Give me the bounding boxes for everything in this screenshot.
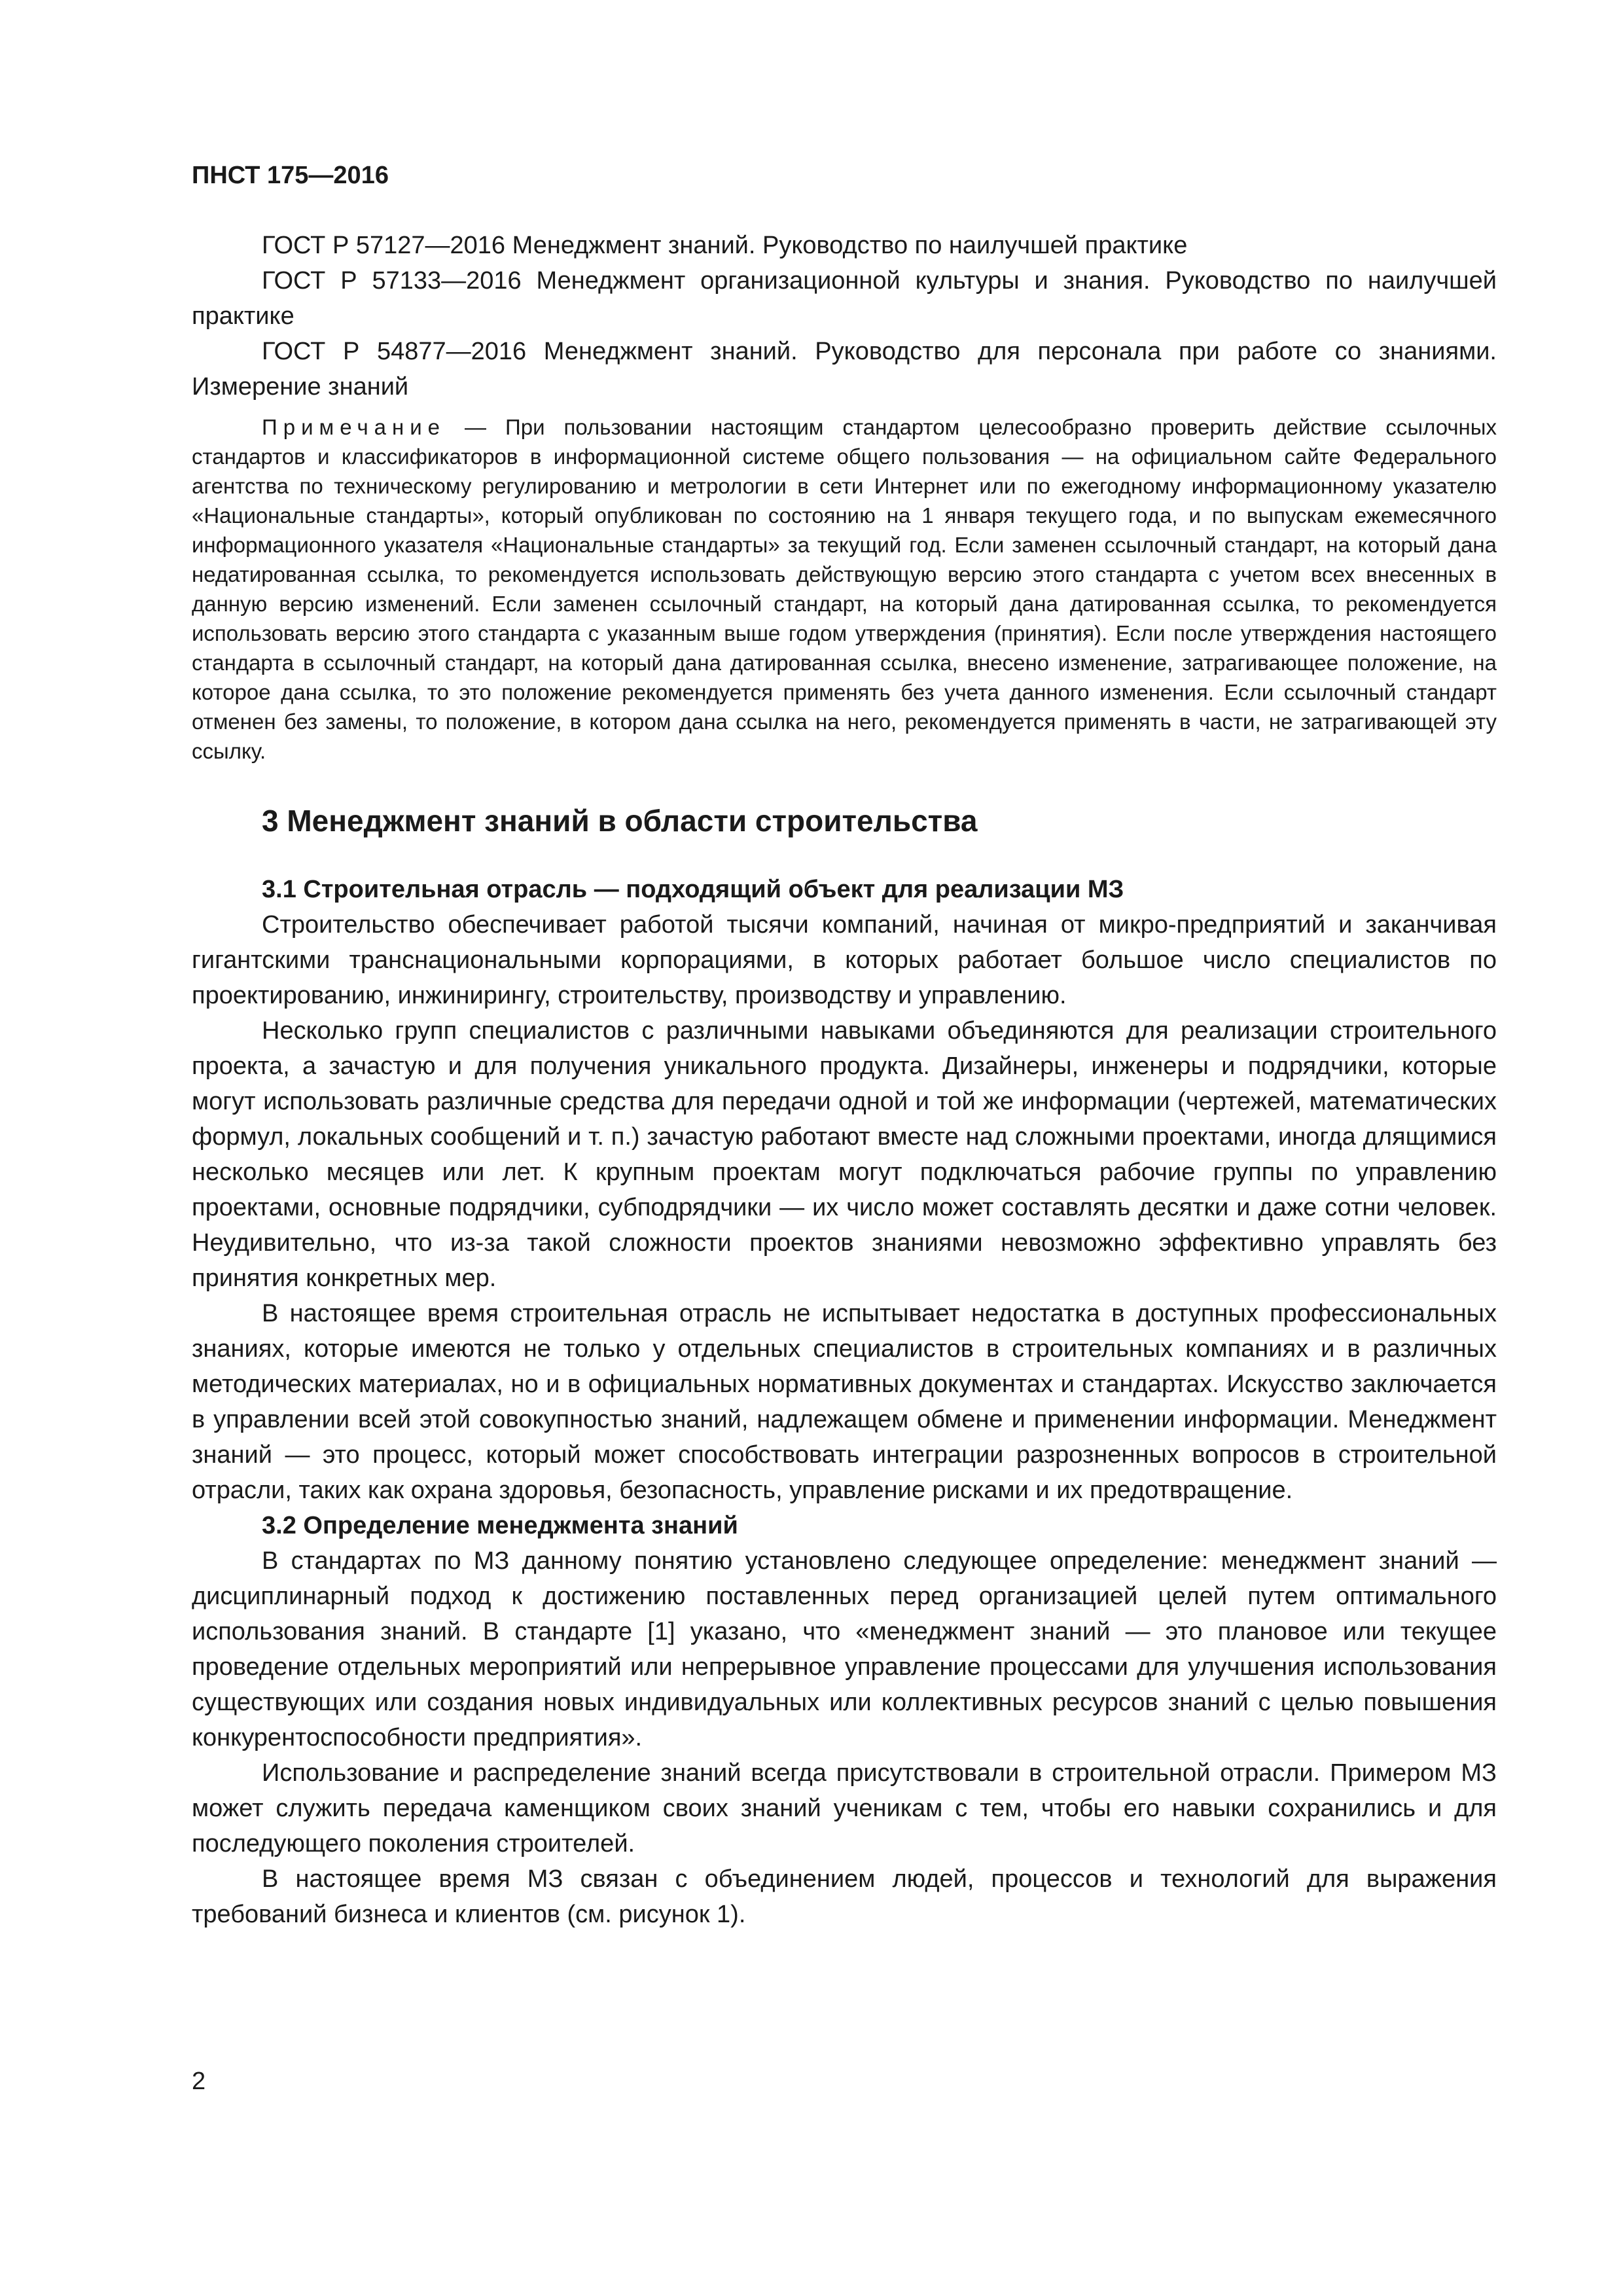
paragraph: Использование и распределение знаний всегда присутствовали в строительной отрасли. Примером МЗ может служить передача каменщиком своих знаний ученикам с тем, чтобы его навыки сохранились и для последующего поколения строителей.: [192, 1759, 1497, 1857]
paragraph: Несколько групп специалистов с различными навыками объединяются для реализации строительного проекта, а зачастую и для получения уникального продукта. Дизайнеры, инженеры и подрядчики, которые могут использовать различные средства для передачи одной и той же информации (чертежей, математических формул, локальных сообщений и т. п.) зачастую работают вместе над сложными проектами, иногда длящимися несколько месяцев или лет. К крупным проектам могут подключаться рабочие группы по управлению проектами, основные подрядчики, субподрядчики — их число может составлять десятки и даже сотни человек. Неудивительно, что из-за такой сложности проектов знаниями невозможно эффективно управлять без принятия конкретных мер.: [192, 1017, 1497, 1292]
paragraph: В настоящее время МЗ связан с объединением людей, процессов и технологий для выражения требований бизнеса и клиентов (см. рисунок 1).: [192, 1865, 1497, 1928]
subsection-heading: 3.2 Определение менеджмента знаний: [262, 1512, 738, 1539]
paragraph: Строительство обеспечивает работой тысячи компаний, начиная от микро-предприятий и заканчивая гигантскими транснациональными корпорациями, в которых работает большое число специалистов по проектированию, инжинирингу, строительству, производству и управлению.: [192, 911, 1497, 1009]
document-id: ПНСТ 175—2016: [192, 162, 389, 189]
note-label: Примечание: [262, 415, 446, 439]
page-number: 2: [192, 2068, 206, 2095]
note-text: — При пользовании настоящим стандартом целесообразно проверить действие ссылочных стандартов и классификаторов в информационной системе общего пользования — на официальном сайте Федерального агентства по техническому регулированию и метрологии в сети Интернет или по ежегодному информационному указателю «Национальные стандарты», который опубликован по состоянию на 1 января текущего года, и по выпускам ежемесячного информационного указателя «Национальные стандарты» за текущий год. Если заменен ссылочный стандарт, на который дана недатированная ссылка, то рекомендуется использовать действующую версию этого стандарта с учетом всех внесенных в данную версию изменений. Если заменен ссылочный стандарт, на который дана датированная ссылка, то рекомендуется использовать версию этого стандарта с указанным выше годом утверждения (принятия). Если после утверждения настоящего стандарта в ссылочный стандарт, на который дана датированная ссылка, внесено изменение, затрагивающее положение, на которое дана ссылка, то это положение рекомендуется применять без учета данного изменения. Если ссылочный стандарт отменен без замены, то положение, в котором дана ссылка на него, рекомендуется применять в части, не затрагивающей эту ссылку.: [192, 415, 1497, 763]
note: [192, 412, 1497, 766]
reference-item: ГОСТ Р 57133—2016 Менеджмент организационной культуры и знания. Руководство по наилучшей практике: [192, 267, 1497, 330]
reference-item: ГОСТ Р 57127—2016 Менеджмент знаний. Руководство по наилучшей практике: [262, 232, 1188, 259]
paragraph: В стандартах по МЗ данному понятию установлено следующее определение: менеджмент знаний — дисциплинарный подход к достижению поставленных перед организацией целей путем оптимального использования знаний. В стандарте [1] указано, что «менеджмент знаний — это плановое или текущее проведение отдельных мероприятий или непрерывное управление процессами для улучшения использования существующих или создания новых индивидуальных или коллективных ресурсов знаний с целью повышения конкурентоспособности предприятия».: [192, 1547, 1497, 1751]
section-heading: 3 Менеджмент знаний в области строительства: [262, 804, 978, 838]
page-body: [192, 228, 1497, 1932]
subsection-heading: 3.1 Строительная отрасль — подходящий объект для реализации МЗ: [262, 876, 1124, 903]
paragraph: В настоящее время строительная отрасль не испытывает недостатка в доступных профессиональных знаниях, которые имеются не только у отдельных специалистов в строительных компаниях и в различных методических материалах, но и в официальных нормативных документах и стандартах. Искусство заключается в управлении всей этой совокупностью знаний, надлежащем обмене и применении информации. Менеджмент знаний — это процесс, который может способствовать интеграции разрозненных вопросов в строительной отрасли, таких как охрана здоровья, безопасность, управление рисками и их предотвращение.: [192, 1300, 1497, 1504]
reference-item: ГОСТ Р 54877—2016 Менеджмент знаний. Руководство для персонала при работе со знаниями. Измерение знаний: [192, 338, 1497, 401]
